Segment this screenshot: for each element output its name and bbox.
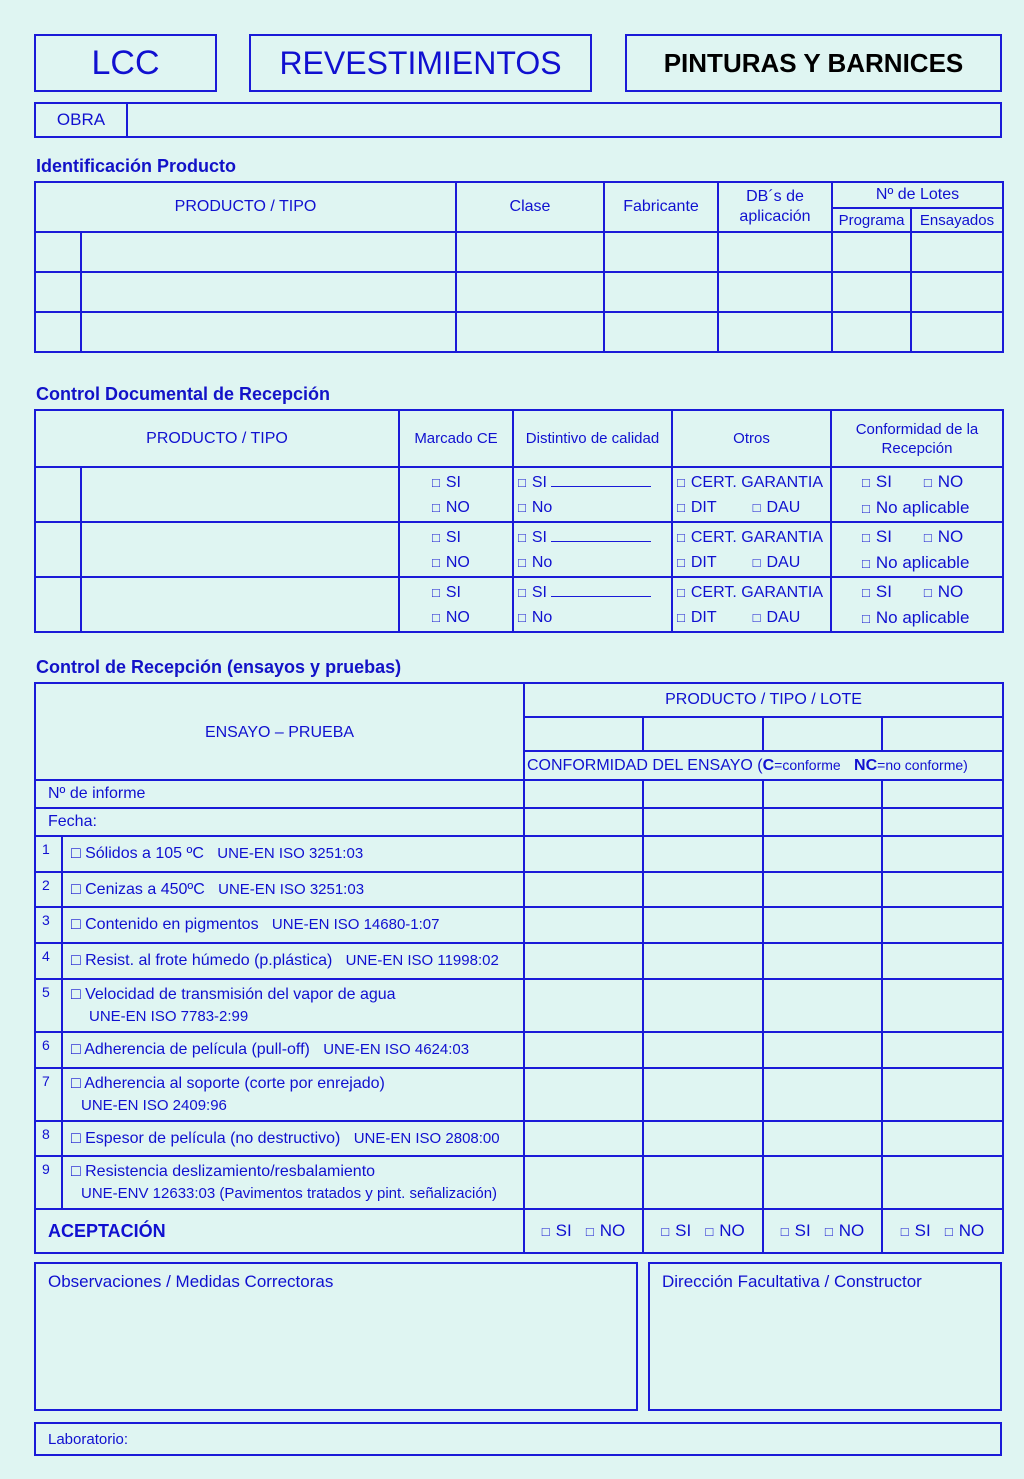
col-dbs-line2: aplicación <box>739 208 811 225</box>
dau-checkbox[interactable]: □ DAU <box>752 608 801 626</box>
fecha-cell[interactable] <box>524 808 643 836</box>
col-fabricante: Fabricante <box>604 182 718 232</box>
resultado-cell[interactable] <box>524 907 643 943</box>
clase-cell[interactable] <box>456 232 604 272</box>
dau-checkbox[interactable]: □ DAU <box>752 553 801 571</box>
programa-cell[interactable] <box>832 232 911 272</box>
resultado-cell[interactable] <box>882 1121 1003 1156</box>
ensayo-label: □ Contenido en pigmentos <box>71 916 259 933</box>
distintivo-si-checkbox[interactable]: □ SI <box>518 470 671 495</box>
table-row <box>35 1068 1003 1121</box>
table-row <box>35 577 1003 632</box>
item-number: 3 <box>35 907 62 943</box>
resultado-cell[interactable] <box>524 1032 643 1068</box>
table-row <box>35 907 1003 943</box>
table-row <box>35 872 1003 907</box>
dit-checkbox[interactable]: □ DIT <box>677 553 717 571</box>
table-row <box>35 467 1003 522</box>
table-row <box>35 979 1003 1032</box>
cert-garantia-checkbox[interactable]: □ CERT. GARANTIA <box>677 473 824 491</box>
aceptacion-label: ACEPTACIÓN <box>35 1209 524 1253</box>
row-num-cell <box>35 232 81 272</box>
resultado-cell[interactable] <box>882 907 1003 943</box>
ensayo-item[interactable] <box>62 1121 524 1156</box>
clase-cell[interactable] <box>456 272 604 312</box>
table-row <box>35 312 1003 352</box>
item-number: 2 <box>35 872 62 907</box>
ensayos-title: Control de Recepción (ensayos y pruebas) <box>36 657 402 677</box>
resultado-cell[interactable] <box>524 872 643 907</box>
item-number: 1 <box>35 836 62 872</box>
cert-garantia-checkbox[interactable]: □ CERT. GARANTIA <box>677 583 824 601</box>
lote-cell[interactable] <box>882 717 1003 751</box>
aceptacion-no-checkbox[interactable]: □ NO <box>824 1221 865 1240</box>
aceptacion-no-checkbox[interactable]: □ NO <box>585 1221 626 1240</box>
doc-col-marcado: Marcado CE <box>399 410 513 467</box>
ensayo-label: □ Resistencia deslizamiento/resbalamiento <box>71 1162 376 1180</box>
table-row <box>35 1121 1003 1156</box>
resultado-cell[interactable] <box>763 836 882 872</box>
ensayo-item[interactable] <box>62 872 524 907</box>
aceptacion-no-checkbox[interactable]: □ NO <box>705 1221 745 1240</box>
table-row <box>35 232 1003 272</box>
row-num-cell <box>35 467 81 522</box>
resultado-cell[interactable] <box>882 1032 1003 1068</box>
resultado-cell[interactable] <box>882 872 1003 907</box>
aceptacion-si-checkbox[interactable]: □ SI <box>541 1221 572 1240</box>
fabricante-cell[interactable] <box>604 272 718 312</box>
ensayo-label: □ Sólidos a 105 ºC <box>71 845 204 862</box>
dbs-cell[interactable] <box>718 312 832 352</box>
resultado-cell[interactable] <box>882 943 1003 979</box>
informe-label: Nº de informe <box>35 780 524 808</box>
item-number: 6 <box>35 1032 62 1068</box>
resultado-cell[interactable] <box>524 836 643 872</box>
col-clase: Clase <box>456 182 604 232</box>
fecha-cell[interactable] <box>643 808 763 836</box>
obra-row <box>34 102 1002 138</box>
conformidad-label: CONFORMIDAD DEL ENSAYO (C=conforme NC=no conforme) <box>524 751 1003 780</box>
resultado-cell[interactable] <box>763 1032 882 1068</box>
ensayo-item[interactable] <box>62 943 524 979</box>
resultado-cell[interactable] <box>763 1156 882 1209</box>
row-num-cell <box>35 577 81 632</box>
resultado-cell[interactable] <box>643 943 763 979</box>
ensayo-item[interactable] <box>62 1156 524 1209</box>
distintivo-si-checkbox[interactable]: □ SI <box>518 580 671 605</box>
aceptacion-si-checkbox[interactable]: □ SI <box>780 1221 811 1240</box>
ensayo-item[interactable] <box>62 1032 524 1068</box>
row-num-cell <box>35 522 81 577</box>
producto-cell[interactable] <box>81 467 399 522</box>
conf-si-checkbox[interactable]: □ SI <box>862 581 892 601</box>
conf-no-checkbox[interactable]: □ NO <box>923 581 964 601</box>
dit-checkbox[interactable]: □ DIT <box>677 498 717 516</box>
resultado-cell[interactable] <box>643 1068 763 1121</box>
documental-title: Control Documental de Recepción <box>36 384 331 404</box>
col-dbs-line1: DB´s de <box>746 188 804 205</box>
resultado-cell[interactable] <box>763 872 882 907</box>
ensayo-item[interactable] <box>62 836 524 872</box>
resultado-cell[interactable] <box>643 836 763 872</box>
item-number: 5 <box>35 979 62 1032</box>
resultado-cell[interactable] <box>524 1156 643 1209</box>
ensayo-norma: UNE-EN ISO 2409:96 <box>81 1096 227 1114</box>
dit-checkbox[interactable]: □ DIT <box>677 608 717 626</box>
informe-cell[interactable] <box>524 780 643 808</box>
lote-cell[interactable] <box>643 717 763 751</box>
cert-garantia-checkbox[interactable]: □ CERT. GARANTIA <box>677 528 824 546</box>
table-row <box>35 1156 1003 1209</box>
informe-cell[interactable] <box>643 780 763 808</box>
producto-cell[interactable] <box>81 232 456 272</box>
laboratorio-label: Laboratorio: <box>48 1431 129 1448</box>
resultado-cell[interactable] <box>763 979 882 1032</box>
fecha-cell[interactable] <box>763 808 882 836</box>
resultado-cell[interactable] <box>643 979 763 1032</box>
doc-col-otros: Otros <box>672 410 831 467</box>
ensayo-label: □ Cenizas a 450ºC <box>71 880 205 898</box>
ensayados-cell[interactable] <box>911 272 1003 312</box>
conf-no-aplicable-checkbox[interactable]: □ No aplicable <box>862 497 970 517</box>
resultado-cell[interactable] <box>763 1068 882 1121</box>
dau-checkbox[interactable]: □ DAU <box>752 498 801 516</box>
ensayados-cell[interactable] <box>911 232 1003 272</box>
producto-cell[interactable] <box>81 522 399 577</box>
resultado-cell[interactable] <box>524 979 643 1032</box>
marcado-si-checkbox[interactable]: □ SI <box>432 473 461 491</box>
resultado-cell[interactable] <box>763 907 882 943</box>
resultado-cell[interactable] <box>882 1068 1003 1121</box>
marcado-si-checkbox[interactable]: □ SI <box>432 583 461 601</box>
col-lotes: Nº de Lotes <box>832 182 1003 208</box>
aceptacion-no-checkbox[interactable]: □ NO <box>944 1221 985 1240</box>
programa-cell[interactable] <box>832 312 911 352</box>
table-row <box>35 1032 1003 1068</box>
item-number: 7 <box>35 1068 62 1121</box>
ensayo-item[interactable] <box>62 907 524 943</box>
doc-col-distintivo: Distintivo de calidad <box>513 410 672 467</box>
aceptacion-si-checkbox[interactable]: □ SI <box>900 1221 931 1240</box>
distintivo-no-checkbox[interactable]: □ No <box>518 553 553 571</box>
resultado-cell[interactable] <box>882 1156 1003 1209</box>
direccion-box[interactable] <box>648 1262 1002 1411</box>
col-programa: Programa <box>832 208 911 232</box>
lote-cell[interactable] <box>763 717 882 751</box>
resultado-cell[interactable] <box>763 943 882 979</box>
marcado-no-checkbox[interactable]: □ NO <box>432 498 470 516</box>
identificacion-title: Identificación Producto <box>36 156 237 176</box>
pinturas-title: PINTURAS Y BARNICES <box>625 34 1002 92</box>
clase-cell[interactable] <box>456 312 604 352</box>
conf-si-checkbox[interactable]: □ SI <box>862 471 892 491</box>
fabricante-cell[interactable] <box>604 312 718 352</box>
resultado-cell[interactable] <box>763 1121 882 1156</box>
ensayo-norma: UNE-EN ISO 14680-1:07 <box>271 916 440 933</box>
ensayos-table <box>34 682 1004 1254</box>
item-number: 4 <box>35 943 62 979</box>
conf-no-checkbox[interactable]: □ NO <box>923 526 964 546</box>
ensayo-norma: UNE-ENV 12633:03 (Pavimentos tratados y pint. señalización) <box>81 1184 498 1202</box>
distintivo-no-checkbox[interactable]: □ No <box>518 498 553 516</box>
item-number: 9 <box>35 1156 62 1209</box>
ensayo-label: □ Adherencia de película (pull-off) <box>71 1041 310 1058</box>
ensayo-norma: UNE-EN ISO 11998:02 <box>345 952 499 969</box>
dbs-cell[interactable] <box>718 232 832 272</box>
doc-col-conf-line1: Conformidad de la <box>855 420 979 438</box>
table-row <box>35 943 1003 979</box>
ensayo-item[interactable] <box>62 979 524 1032</box>
ensayo-norma: UNE-EN ISO 7783-2:99 <box>89 1007 249 1025</box>
conf-no-aplicable-checkbox[interactable]: □ No aplicable <box>862 552 970 572</box>
resultado-cell[interactable] <box>882 979 1003 1032</box>
ensayo-label: □ Adherencia al soporte (corte por enrejado) <box>71 1074 385 1092</box>
obra-input[interactable] <box>128 104 1000 136</box>
aceptacion-si-checkbox[interactable]: □ SI <box>661 1221 692 1240</box>
dbs-cell[interactable] <box>718 272 832 312</box>
observaciones-box[interactable] <box>34 1262 638 1411</box>
producto-cell[interactable] <box>81 312 456 352</box>
lcc-title: LCC <box>34 34 217 92</box>
fecha-cell[interactable] <box>882 808 1003 836</box>
marcado-no-checkbox[interactable]: □ NO <box>432 553 470 571</box>
col-producto-tipo: PRODUCTO / TIPO <box>35 182 456 232</box>
row-num-cell <box>35 272 81 312</box>
doc-col-conformidad <box>831 410 1003 467</box>
col-ensayo-prueba: ENSAYO – PRUEBA <box>35 683 524 780</box>
ensayo-label: □ Espesor de película (no destructivo) <box>71 1129 341 1147</box>
laboratorio-box[interactable] <box>34 1422 1002 1456</box>
col-ensayados: Ensayados <box>911 208 1003 232</box>
table-row <box>35 522 1003 577</box>
col-dbs <box>718 182 832 232</box>
resultado-cell[interactable] <box>643 872 763 907</box>
table-row <box>35 836 1003 872</box>
obra-label: OBRA <box>36 104 128 136</box>
marcado-si-checkbox[interactable]: □ SI <box>432 528 461 546</box>
ensayo-norma: UNE-EN ISO 4624:03 <box>323 1041 470 1058</box>
documental-table <box>34 409 1004 633</box>
ensayo-norma: UNE-EN ISO 2808:00 <box>353 1129 500 1147</box>
ensayados-cell[interactable] <box>911 312 1003 352</box>
marcado-no-checkbox[interactable]: □ NO <box>432 608 470 626</box>
conf-no-aplicable-checkbox[interactable]: □ No aplicable <box>862 607 970 627</box>
resultado-cell[interactable] <box>643 1121 763 1156</box>
lote-cell[interactable] <box>524 717 643 751</box>
distintivo-no-checkbox[interactable]: □ No <box>518 608 553 626</box>
informe-cell[interactable] <box>882 780 1003 808</box>
doc-col-producto: PRODUCTO / TIPO <box>35 410 399 467</box>
row-num-cell <box>35 312 81 352</box>
resultado-cell[interactable] <box>643 1032 763 1068</box>
fecha-label: Fecha: <box>35 808 524 836</box>
conf-si-checkbox[interactable]: □ SI <box>862 526 892 546</box>
revestimientos-title: REVESTIMIENTOS <box>249 34 592 92</box>
table-row <box>35 272 1003 312</box>
ensayo-label: □ Velocidad de transmisión del vapor de agua <box>71 985 396 1003</box>
col-producto-lote: PRODUCTO / TIPO / LOTE <box>524 683 1003 717</box>
ensayo-label: □ Resist. al frote húmedo (p.plástica) <box>71 952 333 969</box>
informe-cell[interactable] <box>763 780 882 808</box>
distintivo-si-checkbox[interactable]: □ SI <box>518 525 671 550</box>
ensayo-norma: UNE-EN ISO 3251:03 <box>218 880 365 898</box>
resultado-cell[interactable] <box>524 1121 643 1156</box>
fabricante-cell[interactable] <box>604 232 718 272</box>
ensayo-item[interactable] <box>62 1068 524 1121</box>
observaciones-label: Observaciones / Medidas Correctoras <box>48 1272 334 1291</box>
resultado-cell[interactable] <box>643 907 763 943</box>
conf-no-checkbox[interactable]: □ NO <box>923 471 964 491</box>
producto-cell[interactable] <box>81 577 399 632</box>
item-number: 8 <box>35 1121 62 1156</box>
ensayo-norma: UNE-EN ISO 3251:03 <box>217 845 364 862</box>
producto-cell[interactable] <box>81 272 456 312</box>
resultado-cell[interactable] <box>524 1068 643 1121</box>
doc-col-conf-line2: Recepción <box>881 439 953 457</box>
identificacion-table <box>34 181 1004 353</box>
resultado-cell[interactable] <box>524 943 643 979</box>
resultado-cell[interactable] <box>882 836 1003 872</box>
direccion-label: Dirección Facultativa / Constructor <box>662 1272 922 1291</box>
programa-cell[interactable] <box>832 272 911 312</box>
resultado-cell[interactable] <box>643 1156 763 1209</box>
